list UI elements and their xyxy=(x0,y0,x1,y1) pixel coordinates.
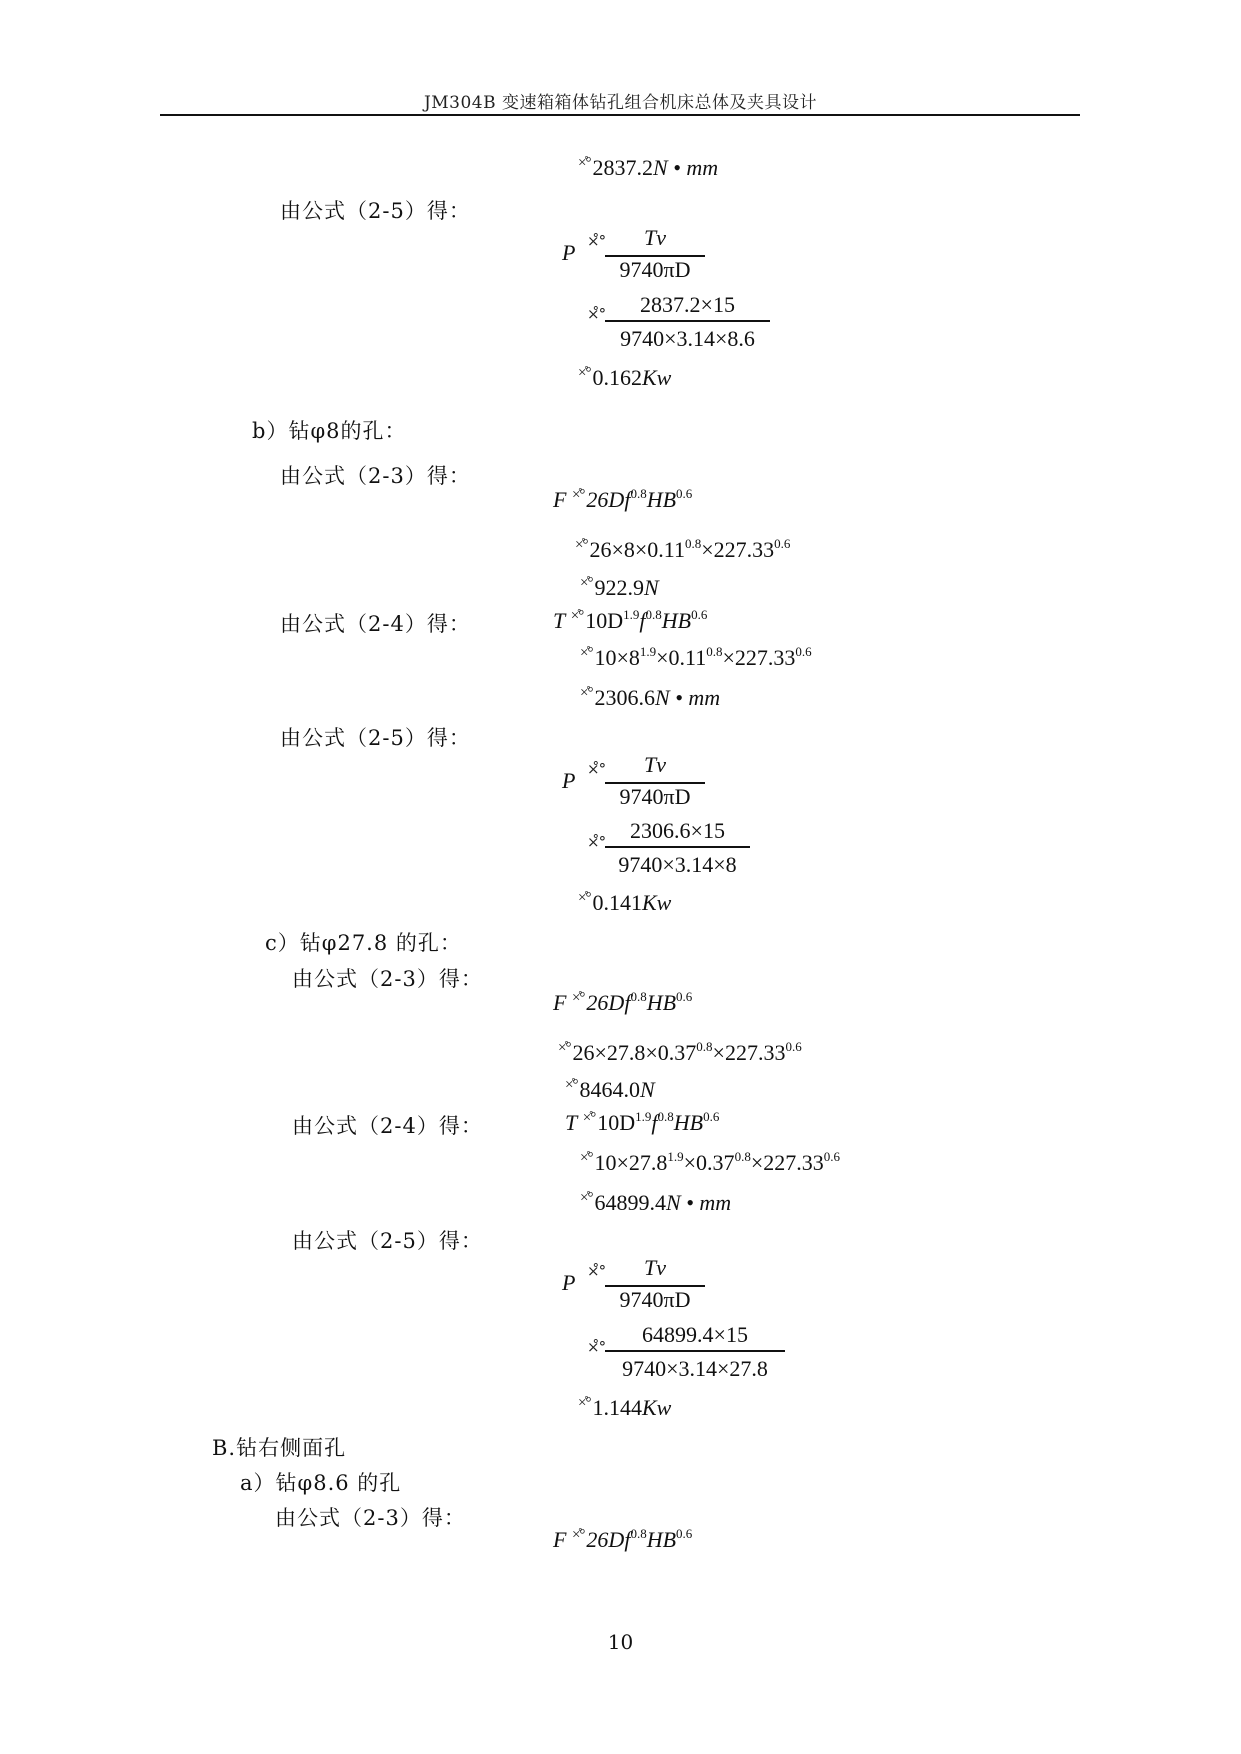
value: ×227.33 xyxy=(750,1150,824,1175)
equals-symbol: ×̊° xyxy=(575,537,588,553)
equals-symbol: ×̊° xyxy=(578,365,591,381)
equals-symbol: ×̊° xyxy=(582,1110,596,1126)
value: ×0.11 xyxy=(656,645,707,670)
exponent: 0.8 xyxy=(706,644,723,659)
equals-symbol: ×̊° xyxy=(587,305,606,323)
numerator: 2837.2×15 xyxy=(640,292,735,317)
formula-part: HB xyxy=(646,1527,677,1552)
f-substitution-line xyxy=(575,537,790,563)
value: 64899.4 xyxy=(594,1190,666,1215)
exponent: 0.6 xyxy=(785,1039,802,1054)
value: 10×8 xyxy=(594,645,640,670)
unit: Kw xyxy=(641,890,672,915)
formula-part: HB xyxy=(646,990,677,1015)
denominator: 9740×3.14×8.6 xyxy=(620,326,755,351)
torque-result-line xyxy=(578,155,718,181)
formula-part: f xyxy=(624,487,631,512)
exponent: 0.8 xyxy=(630,989,647,1004)
value: 0.141 xyxy=(592,890,642,915)
f-result-line xyxy=(580,575,659,601)
t-substitution-line xyxy=(580,645,812,671)
equals-symbol: ×̊° xyxy=(587,760,606,778)
numerator: 2306.6×15 xyxy=(630,818,725,843)
value: 8464.0 xyxy=(579,1077,640,1102)
unit: Kw xyxy=(641,1395,672,1420)
equals-symbol: ×̊° xyxy=(571,1527,585,1543)
formula-ref: 由公式（2-4）得： xyxy=(292,1114,483,1138)
unit: N • mm xyxy=(665,1190,732,1215)
p-lhs: P xyxy=(562,1270,576,1295)
formula-part: 26D xyxy=(586,487,625,512)
exponent: 0.8 xyxy=(630,1526,647,1541)
numerator: Tv xyxy=(644,752,666,777)
f-formula-line xyxy=(553,487,692,513)
t-formula-line xyxy=(553,608,707,634)
p-lhs: P xyxy=(562,240,576,265)
t-result-line xyxy=(580,685,720,711)
equals-symbol: ×̊° xyxy=(587,1338,606,1356)
unit: N xyxy=(643,575,659,600)
formula-part: 26D xyxy=(586,990,625,1015)
t-lhs: T xyxy=(565,1110,578,1135)
unit: Kw xyxy=(641,365,672,390)
exponent: 1.9 xyxy=(667,1149,684,1164)
equals-symbol: ×̊° xyxy=(570,608,584,624)
value: 1.144 xyxy=(592,1395,642,1420)
header-rule xyxy=(160,114,1080,116)
numerator: Tv xyxy=(644,225,666,250)
value: ×227.33 xyxy=(722,645,796,670)
exponent: 0.6 xyxy=(691,607,708,622)
denominator: 9740πD xyxy=(619,784,691,809)
formula-part: f xyxy=(651,1110,658,1135)
exponent: 0.6 xyxy=(676,1526,693,1541)
value: 922.9 xyxy=(594,575,644,600)
exponent: 0.8 xyxy=(696,1039,713,1054)
section-heading-c: c）钻φ27.8 的孔： xyxy=(265,931,462,955)
value: ×0.37 xyxy=(683,1150,735,1175)
equals-symbol: ×̊° xyxy=(587,1262,606,1280)
exponent: 0.6 xyxy=(676,486,693,501)
t-substitution-line xyxy=(580,1150,840,1176)
unit: N • mm xyxy=(654,685,721,710)
equals-symbol: ×̊° xyxy=(565,1077,578,1093)
f-lhs: F xyxy=(553,1527,567,1552)
denominator: 9740πD xyxy=(619,257,691,282)
section-heading-b: b）钻φ8的孔： xyxy=(252,419,407,443)
formula-ref: 由公式（2-3）得： xyxy=(275,1506,466,1530)
equals-symbol: ×̊° xyxy=(580,1190,593,1206)
power-result-line xyxy=(578,365,671,391)
equals-symbol: ×̊° xyxy=(580,575,593,591)
exponent: 0.6 xyxy=(823,1149,840,1164)
t-result-line xyxy=(580,1190,731,1216)
section-heading-a: a）钻φ8.6 的孔 xyxy=(240,1471,402,1495)
denominator: 9740×3.14×8 xyxy=(618,852,737,877)
equals-symbol: ×̊° xyxy=(580,645,593,661)
exponent: 0.8 xyxy=(630,486,647,501)
f-result-line xyxy=(565,1077,655,1103)
formula-part: f xyxy=(639,608,646,633)
value: 26×27.8×0.37 xyxy=(572,1040,697,1065)
unit: N • mm xyxy=(652,155,719,180)
f-formula-line xyxy=(553,1527,692,1553)
value: ×227.33 xyxy=(701,537,775,562)
equals-symbol: ×̊° xyxy=(578,1395,591,1411)
exponent: 0.6 xyxy=(795,644,812,659)
value: ×227.33 xyxy=(712,1040,786,1065)
equals-symbol: ×̊° xyxy=(571,990,585,1006)
page-header: JM304B 变速箱箱体钻孔组合机床总体及夹具设计 xyxy=(423,93,818,113)
exponent: 1.9 xyxy=(635,1109,652,1124)
denominator: 9740×3.14×27.8 xyxy=(622,1356,768,1381)
value: 26×8×0.11 xyxy=(589,537,685,562)
formula-ref: 由公式（2-5）得： xyxy=(292,1229,483,1253)
value: 2837.2 xyxy=(592,155,653,180)
equals-symbol: ×̊° xyxy=(580,1150,593,1166)
power-result-line xyxy=(578,1395,671,1421)
section-heading-B: B.钻右侧面孔 xyxy=(212,1436,347,1460)
equals-symbol: ×̊° xyxy=(578,155,591,171)
f-substitution-line xyxy=(558,1040,802,1066)
exponent: 1.9 xyxy=(639,644,657,659)
equals-symbol: ×̊° xyxy=(558,1040,571,1056)
formula-ref: 由公式（2-5）得： xyxy=(280,199,471,223)
equals-symbol: ×̊° xyxy=(571,487,585,503)
power-result-line xyxy=(578,890,671,916)
f-lhs: F xyxy=(553,487,567,512)
exponent: 0.8 xyxy=(734,1149,751,1164)
t-formula-line xyxy=(565,1110,719,1136)
exponent: 0.8 xyxy=(645,607,662,622)
equals-symbol: ×̊° xyxy=(578,890,591,906)
formula-part: HB xyxy=(646,487,677,512)
numerator: 64899.4×15 xyxy=(642,1322,748,1347)
formula-ref: 由公式（2-4）得： xyxy=(280,612,471,636)
formula-part: 10D xyxy=(585,608,624,633)
denominator: 9740πD xyxy=(619,1287,691,1312)
formula-part: f xyxy=(624,990,631,1015)
exponent: 1.9 xyxy=(623,607,640,622)
formula-part: 10D xyxy=(597,1110,636,1135)
exponent: 0.6 xyxy=(703,1109,720,1124)
formula-part: f xyxy=(624,1527,631,1552)
equals-symbol: ×̊° xyxy=(587,232,606,250)
equals-symbol: ×̊° xyxy=(580,685,593,701)
formula-ref: 由公式（2-3）得： xyxy=(280,464,471,488)
unit: N xyxy=(639,1077,655,1102)
value: 10×27.8 xyxy=(594,1150,668,1175)
equals-symbol: ×̊° xyxy=(587,833,606,851)
value: 2306.6 xyxy=(594,685,655,710)
value: 0.162 xyxy=(592,365,642,390)
f-formula-line xyxy=(553,990,692,1016)
exponent: 0.8 xyxy=(684,536,702,551)
t-lhs: T xyxy=(553,608,566,633)
formula-part: 26D xyxy=(586,1527,625,1552)
formula-ref: 由公式（2-5）得： xyxy=(280,726,471,750)
p-lhs: P xyxy=(562,768,576,793)
exponent: 0.6 xyxy=(774,536,791,551)
page-number: 10 xyxy=(607,1630,634,1654)
f-lhs: F xyxy=(553,990,567,1015)
exponent: 0.8 xyxy=(657,1109,674,1124)
formula-part: HB xyxy=(673,1110,704,1135)
numerator: Tv xyxy=(644,1255,666,1280)
exponent: 0.6 xyxy=(676,989,693,1004)
formula-ref: 由公式（2-3）得： xyxy=(292,967,483,991)
formula-part: HB xyxy=(661,608,692,633)
